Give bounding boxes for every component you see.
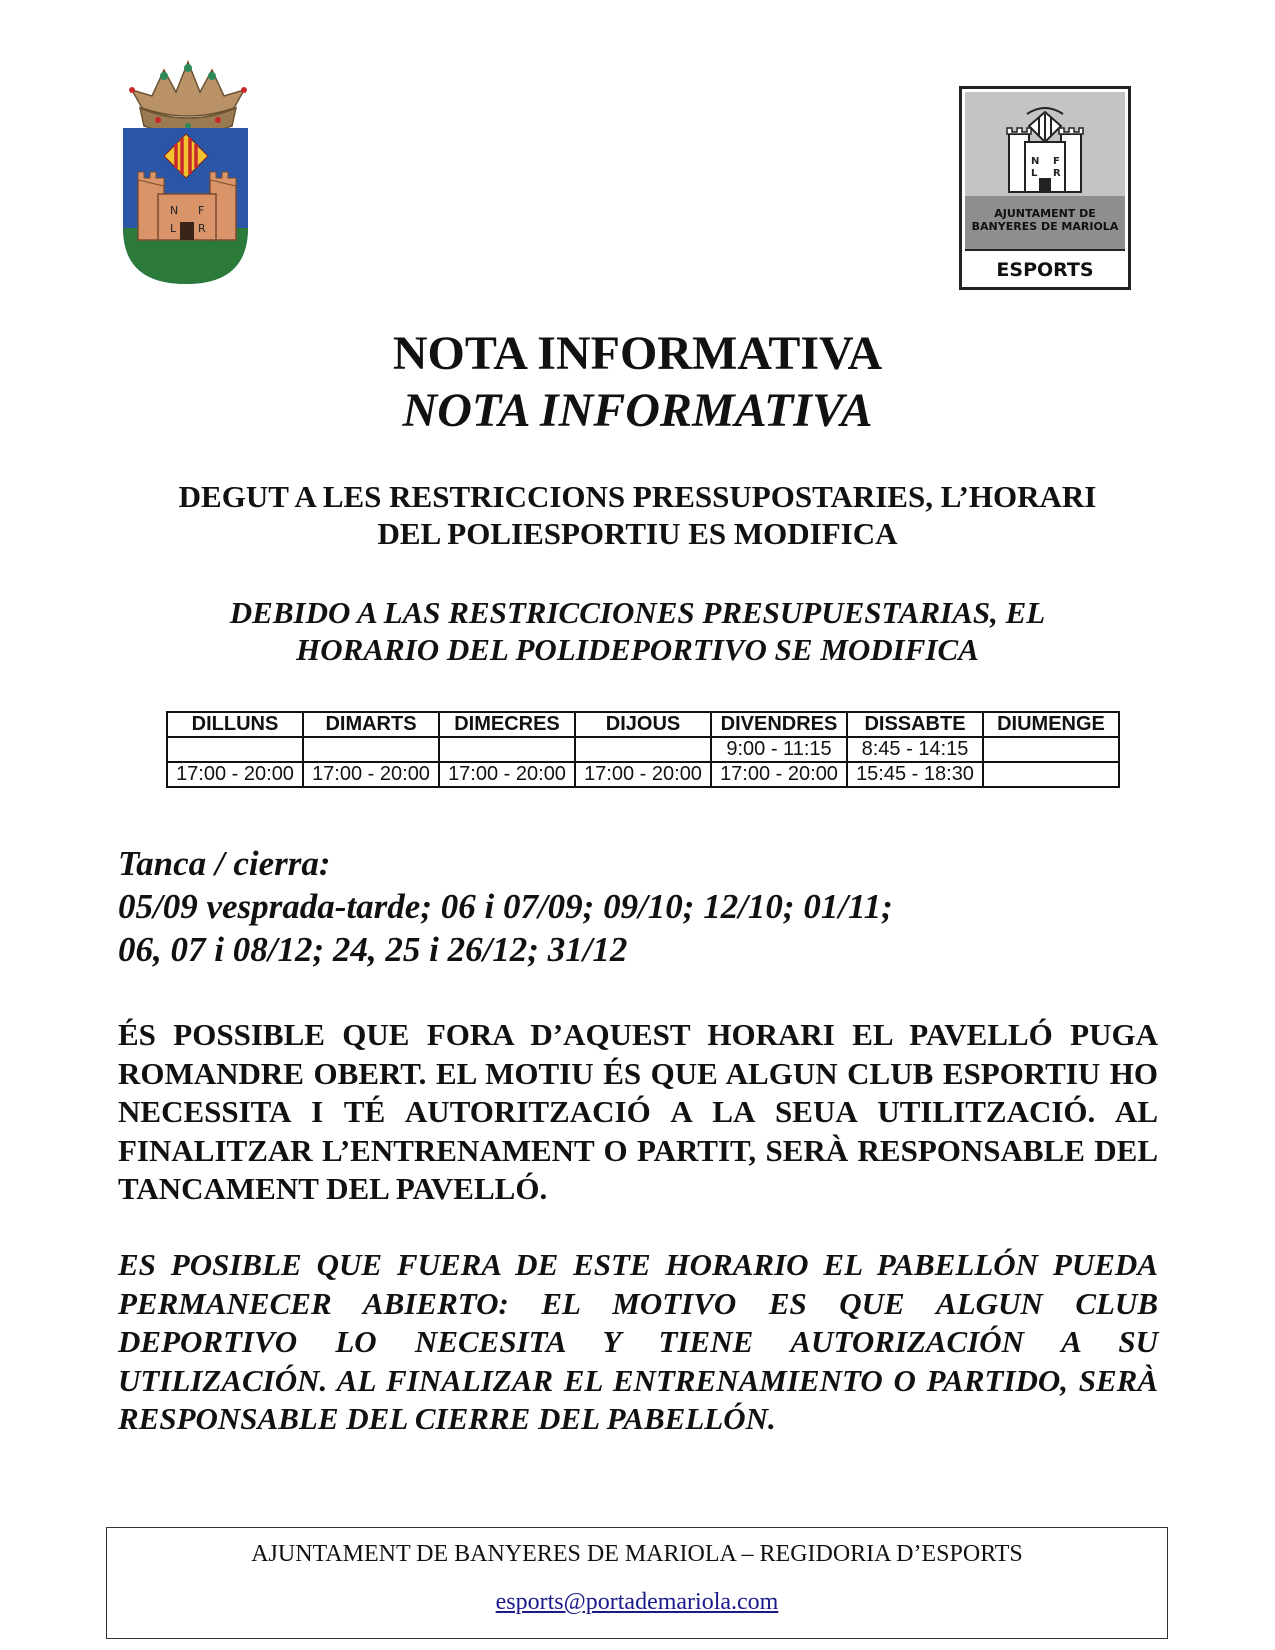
esports-castle-letter-r: R xyxy=(1053,168,1061,179)
esports-label: ESPORTS xyxy=(996,259,1094,281)
schedule-cell: 15:45 - 18:30 xyxy=(847,762,983,787)
schedule-cell xyxy=(439,737,575,762)
page-title-italic: NOTA INFORMATIVA xyxy=(402,384,873,437)
schedule-header-cell: DIJOUS xyxy=(575,712,711,737)
subtitle-catalan xyxy=(120,478,1155,552)
schedule-cell: 9:00 - 11:15 xyxy=(711,737,847,762)
esports-org-line-1: AJUNTAMENT DE xyxy=(994,207,1096,220)
schedule-cell: 17:00 - 20:00 xyxy=(167,762,303,787)
schedule-row-morning xyxy=(167,737,1119,762)
castle-letter-r: R xyxy=(198,222,206,235)
footer-email-line xyxy=(107,1588,1167,1616)
esports-castle-letter-f: F xyxy=(1053,156,1060,167)
schedule-header-cell: DISSABTE xyxy=(847,712,983,737)
schedule-cell xyxy=(983,737,1119,762)
schedule-cell xyxy=(983,762,1119,787)
crown-icon xyxy=(129,62,247,134)
schedule-cell: 17:00 - 20:00 xyxy=(711,762,847,787)
closure-dates-line-1: 05/09 vesprada-tarde; 06 i 07/09; 09/10; 12/10; 01/11; xyxy=(118,887,893,926)
notice-paragraph-spanish: ES POSIBLE QUE FUERA DE ESTE HORARIO EL PABELLÓN PUEDA PERMANECER ABIERTO: EL MOTIVO ES QUE ALGUN CLUB DEPORTIVO LO NECESITA Y TIENE AUTORIZACIÓN A SU UTILIZACIÓN. AL FINALIZAR EL ENTRENAMIENTO O PARTIDO, SERÀ RESPONSABLE DEL CIERRE DEL PABELLÓN. xyxy=(118,1247,1158,1436)
schedule-header-cell: DIUMENGE xyxy=(983,712,1119,737)
schedule-cell: 17:00 - 20:00 xyxy=(439,762,575,787)
schedule-table xyxy=(166,711,1120,788)
schedule-cell: 8:45 - 14:15 xyxy=(847,737,983,762)
schedule-cell: 17:00 - 20:00 xyxy=(303,762,439,787)
coat-of-arms-logo xyxy=(118,58,258,290)
subtitle-spanish-line-2: HORARIO DEL POLIDEPORTIVO SE MODIFICA xyxy=(296,632,979,667)
closure-dates xyxy=(118,842,1168,971)
footer-organization: AJUNTAMENT DE BANYERES DE MARIOLA – REGIDORIA D’ESPORTS xyxy=(251,1541,1023,1567)
esports-org-line-2: BANYERES DE MARIOLA xyxy=(971,220,1119,233)
castle-letter-l: L xyxy=(170,222,177,235)
subtitle-catalan-line-2: DEL POLIESPORTIU ES MODIFICA xyxy=(377,516,898,551)
schedule-row-afternoon xyxy=(167,762,1119,787)
schedule-cell xyxy=(575,737,711,762)
notice-paragraph-catalan: ÉS POSSIBLE QUE FORA D’AQUEST HORARI EL PAVELLÓ PUGA ROMANDRE OBERT. EL MOTIU ÉS QUE ALGUN CLUB ESPORTIU HO NECESSITA I TÉ AUTORITZACIÓ A LA SEUA UTILITZACIÓ. AL FINALITZAR L’ENTRENAMENT O PARTIT, SERÀ RESPONSABLE DEL TANCAMENT DEL PAVELLÓ. xyxy=(118,1017,1158,1206)
closure-dates-line-2: 06, 07 i 08/12; 24, 25 i 26/12; 31/12 xyxy=(118,930,628,969)
schedule-header-cell: DIMECRES xyxy=(439,712,575,737)
page-title: NOTA INFORMATIVA xyxy=(392,327,883,380)
subtitle-catalan-line-1: DEGUT A LES RESTRICCIONS PRESSUPOSTARIES, L’HORARI xyxy=(178,479,1097,514)
subtitle-spanish-line-1: DEBIDO A LAS RESTRICCIONES PRESUPUESTARIAS, EL xyxy=(229,595,1046,630)
schedule-cell xyxy=(303,737,439,762)
esports-castle-letter-l: L xyxy=(1031,168,1038,179)
castle-letter-n: N xyxy=(170,204,179,217)
schedule-header-cell: DIMARTS xyxy=(303,712,439,737)
schedule-cell: 17:00 - 20:00 xyxy=(575,762,711,787)
schedule-header-row xyxy=(167,712,1119,737)
subtitle-spanish xyxy=(120,594,1155,668)
esports-logo xyxy=(959,86,1131,290)
email-link[interactable]: esports@portademariola.com xyxy=(495,1589,779,1615)
closure-heading: Tanca / cierra: xyxy=(118,844,331,883)
schedule-cell xyxy=(167,737,303,762)
esports-castle-letter-n: N xyxy=(1031,156,1040,167)
castle-letter-f: F xyxy=(198,204,205,217)
schedule-header-cell: DILLUNS xyxy=(167,712,303,737)
schedule-header-cell: DIVENDRES xyxy=(711,712,847,737)
footer-box xyxy=(106,1527,1168,1639)
